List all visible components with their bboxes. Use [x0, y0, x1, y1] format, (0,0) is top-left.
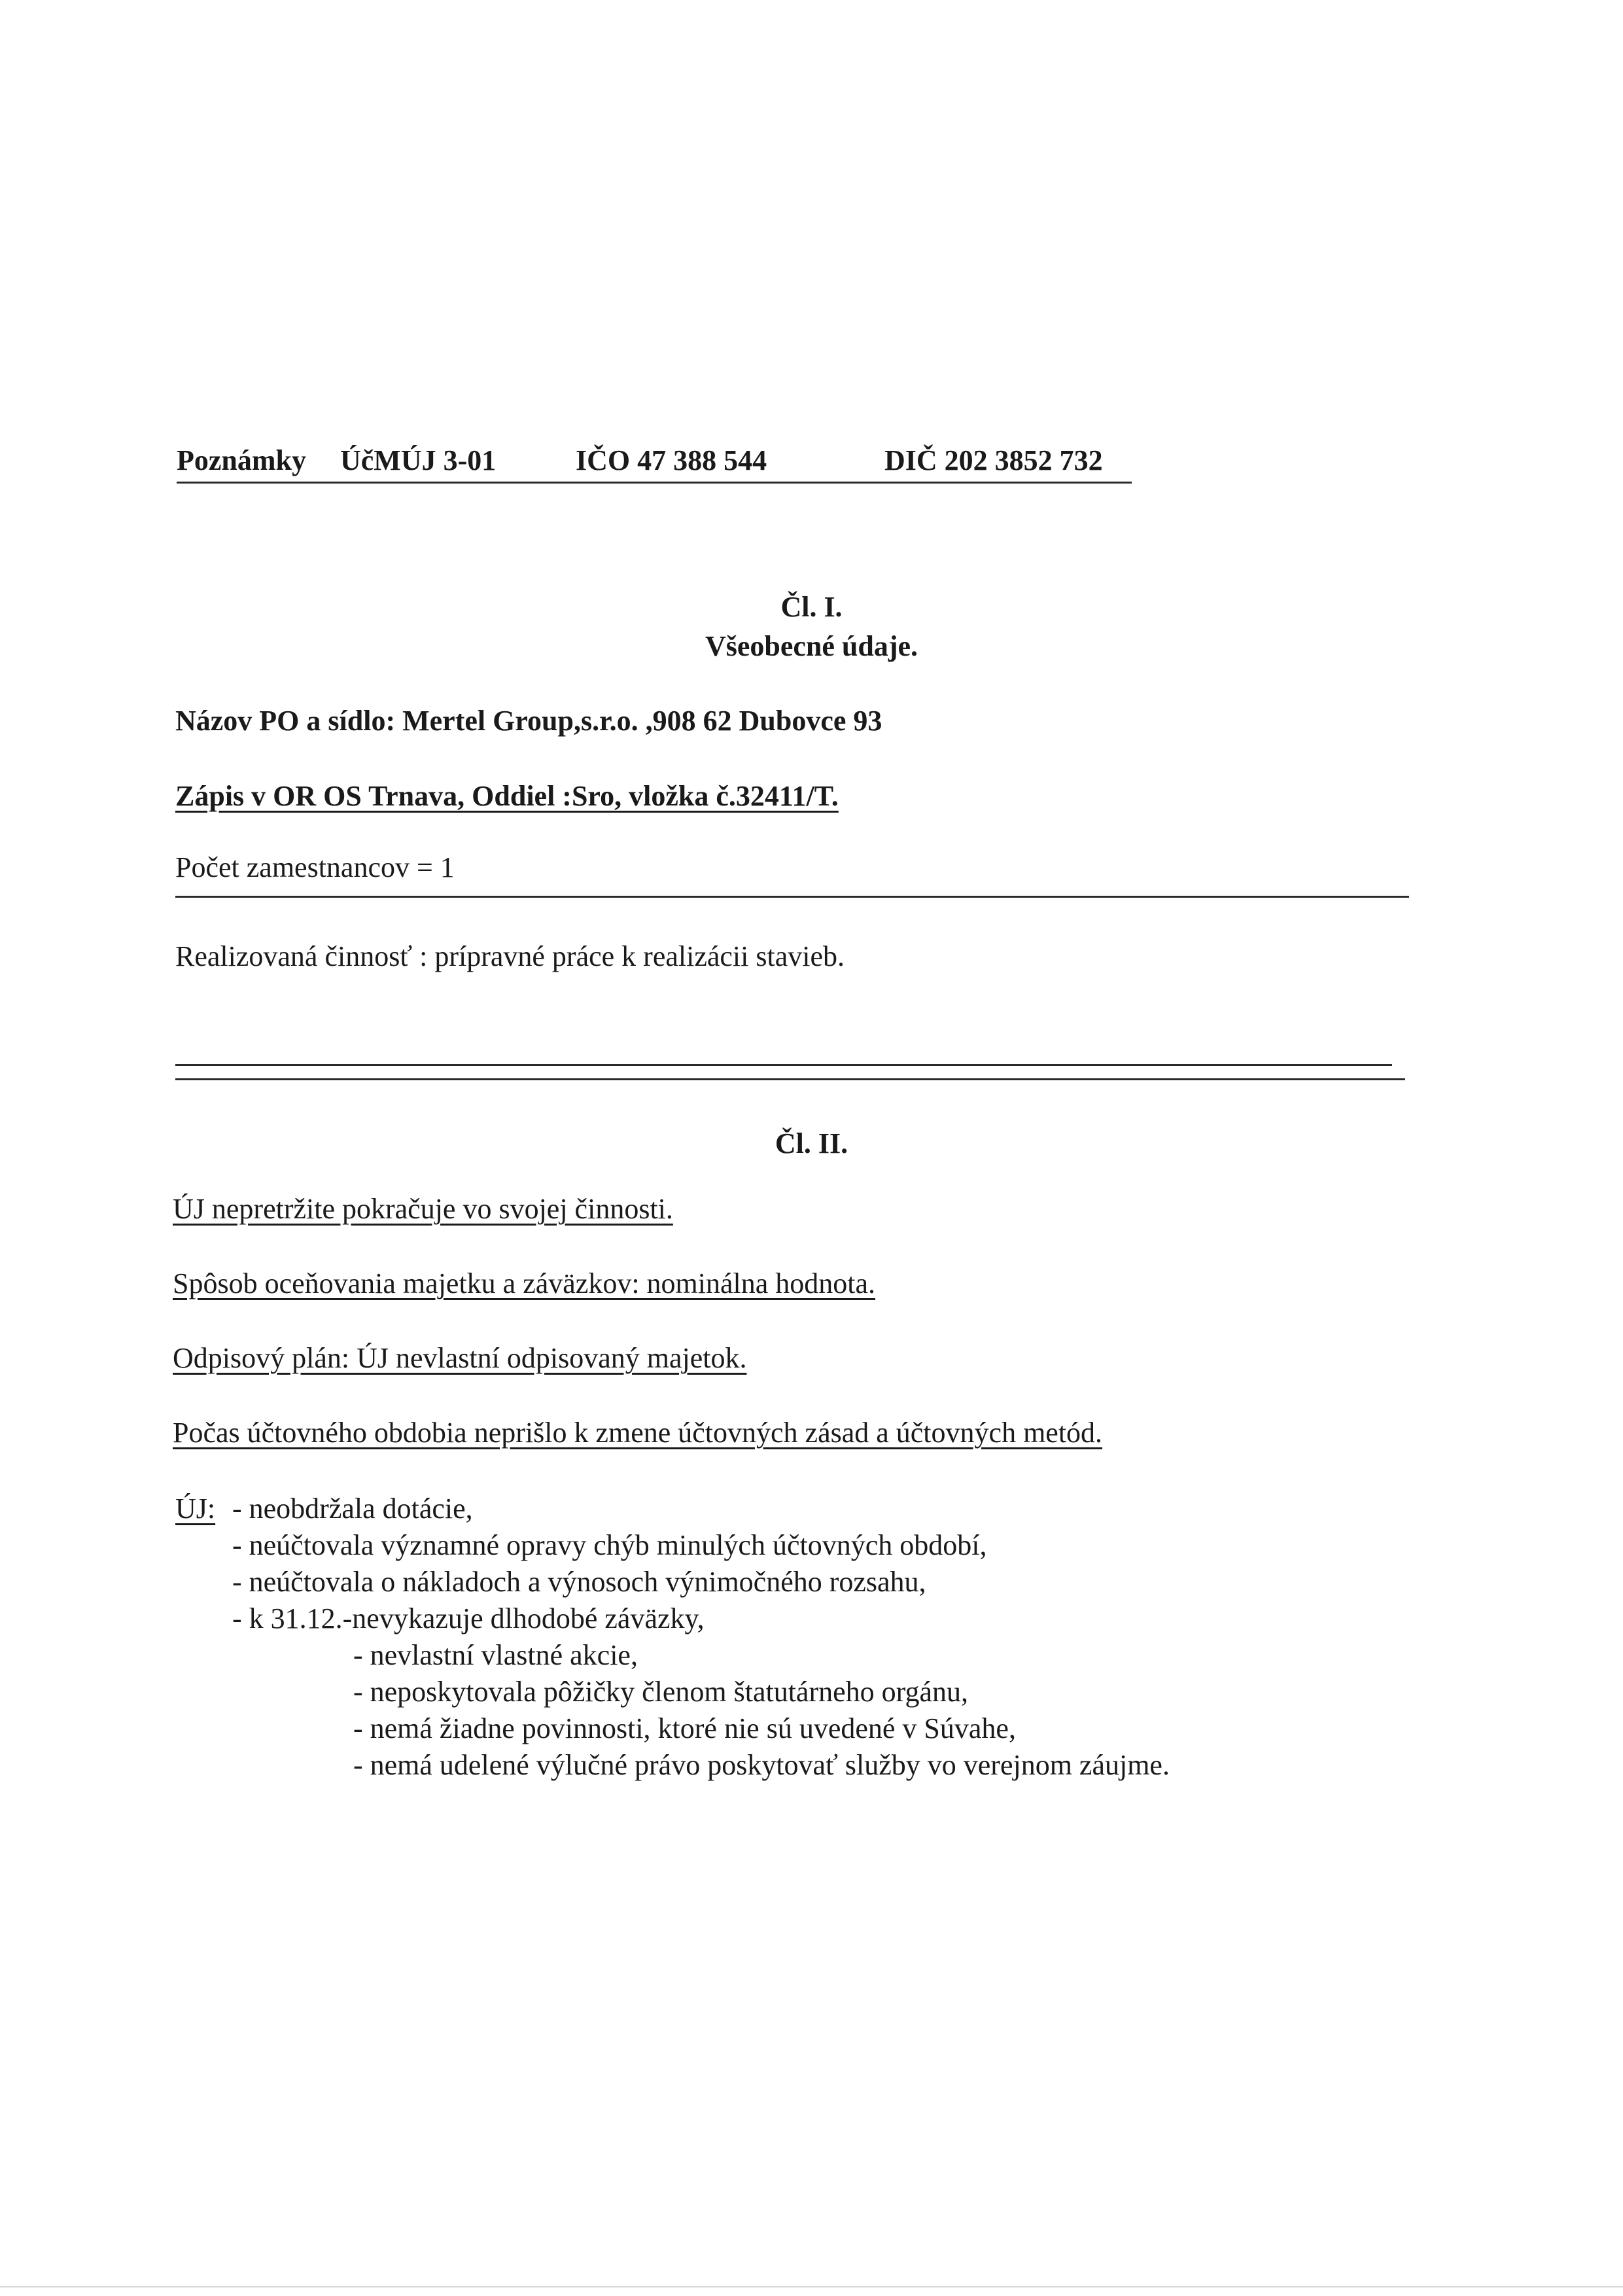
section2-number: Čl. II. — [775, 1127, 848, 1159]
registration: Zápis v OR OS Trnava, Oddiel :Sro, vložka č.32411/T. — [175, 780, 839, 812]
list-item: - nemá žiadne povinnosti, ktoré nie sú uvedené v Súvahe, — [353, 1712, 1016, 1744]
uj-label: ÚJ: — [175, 1492, 216, 1525]
header-dic: DIČ 202 3852 732 — [884, 444, 1103, 476]
accounting-policies: Počas účtovného obdobia neprišlo k zmene účtovných zásad a účtovných metód. — [173, 1417, 1103, 1449]
header-notes: Poznámky — [177, 444, 306, 476]
separator-bottom — [175, 1078, 1405, 1080]
section1-number: Čl. I. — [780, 591, 843, 623]
list-item: - nemá udelené výlučné právo poskytovať služby vo verejnom záujme. — [353, 1749, 1170, 1781]
list-item: - neposkytovala pôžičky členom štatutárneho orgánu, — [353, 1676, 969, 1708]
employee-count: Počet zamestnancov = 1 — [175, 851, 455, 883]
separator-top — [175, 1064, 1392, 1066]
list-item: - neúčtovala o nákladoch a výnosoch výnimočného rozsahu, — [232, 1566, 926, 1598]
depreciation-plan: Odpisový plán: ÚJ nevlastní odpisovaný majetok. — [173, 1342, 747, 1374]
list-item: - neúčtovala významné opravy chýb minulých účtovných období, — [232, 1529, 987, 1561]
scan-edge — [0, 2286, 1623, 2287]
list-item: - neobdržala dotácie, — [232, 1492, 473, 1525]
activity: Realizovaná činnosť : prípravné práce k realizácii stavieb. — [175, 940, 845, 972]
company-name-seat: Názov PO a sídlo: Mertel Group,s.r.o. ,908 62 Dubovce 93 — [175, 705, 882, 737]
continuity: ÚJ nepretržite pokračuje vo svojej činnosti. — [173, 1193, 673, 1225]
employees-rule — [175, 896, 1409, 898]
list-item: - k 31.12.-nevykazuje dlhodobé záväzky, — [232, 1602, 705, 1634]
header-ico: IČO 47 388 544 — [576, 444, 767, 476]
list-item: - nevlastní vlastné akcie, — [353, 1639, 638, 1671]
header-form: ÚčMÚJ 3-01 — [340, 444, 497, 476]
section1-title: Všeobecné údaje. — [705, 630, 918, 662]
valuation-method: Spôsob oceňovania majetku a záväzkov: nominálna hodnota. — [173, 1267, 876, 1299]
header-underline — [177, 482, 1132, 484]
